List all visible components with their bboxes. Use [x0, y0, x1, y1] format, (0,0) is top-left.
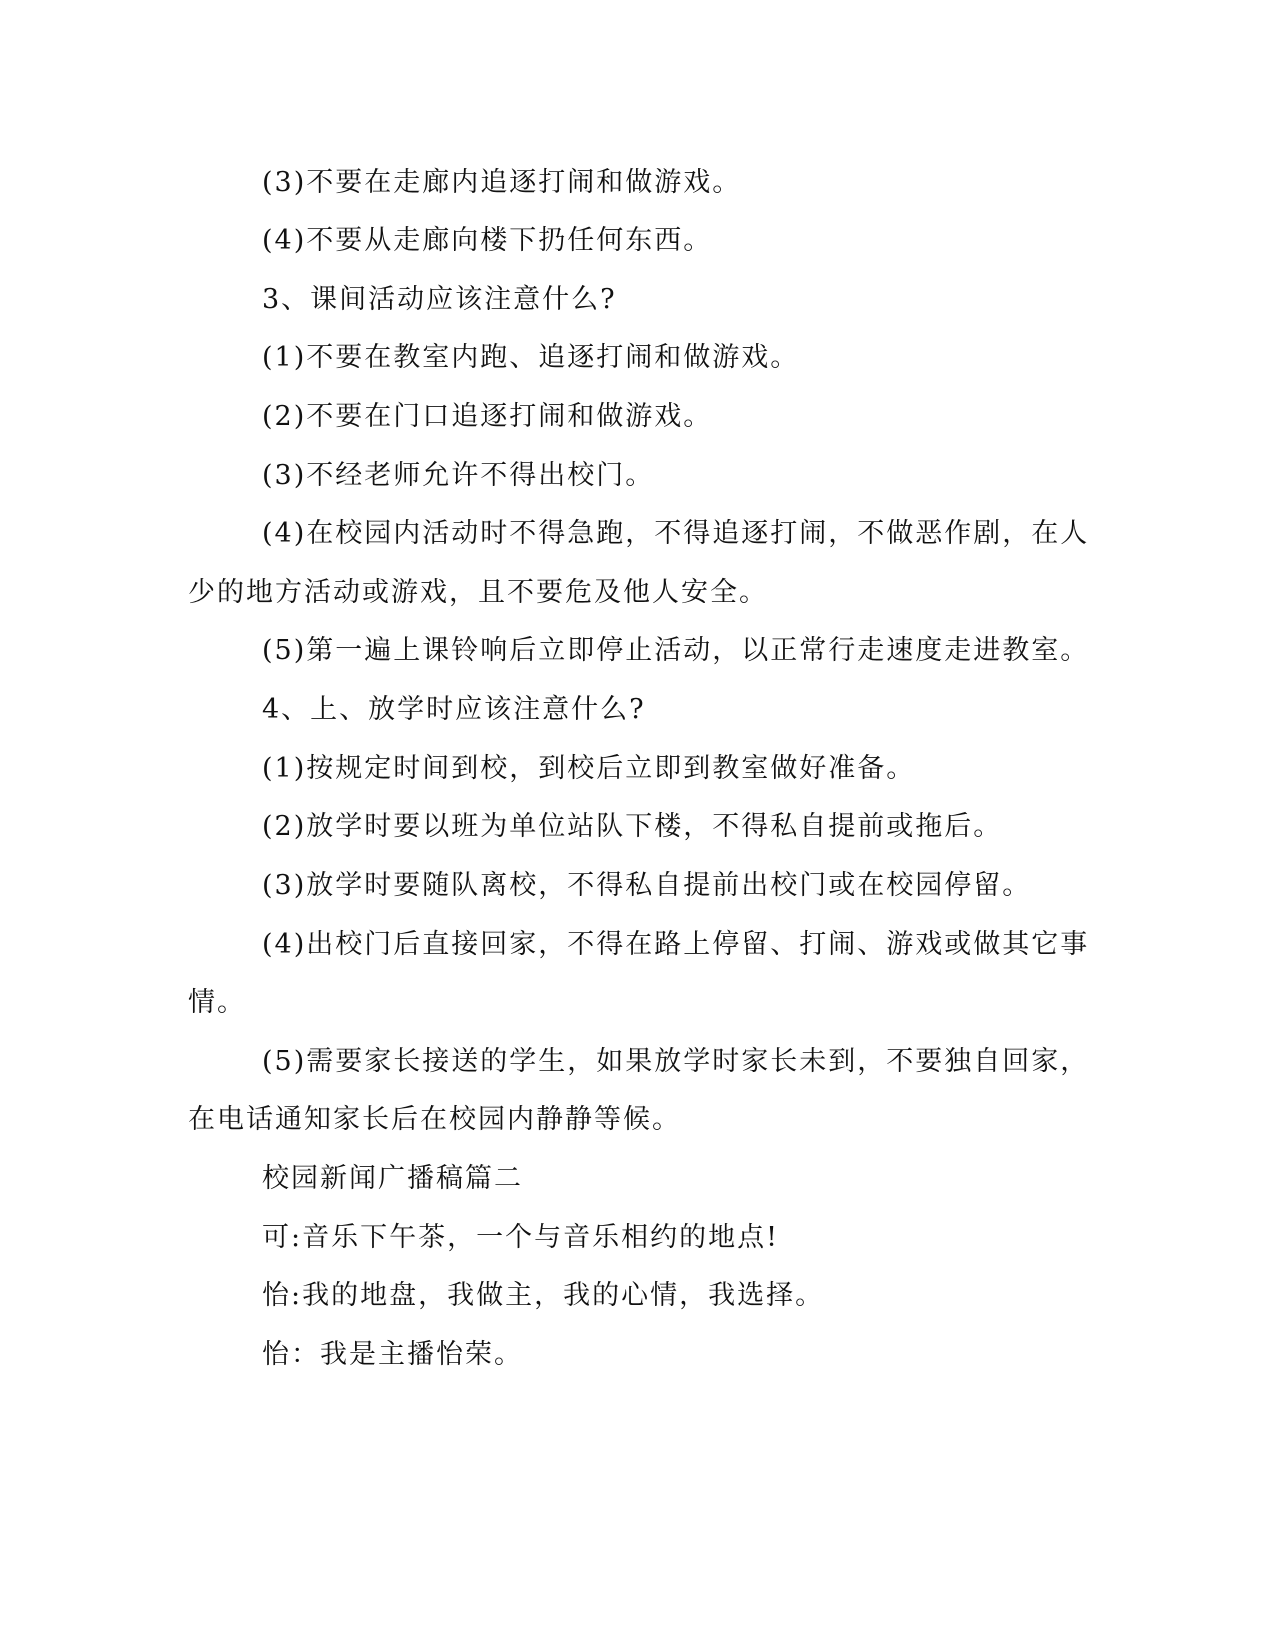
text-line: (3)放学时要随队离校，不得私自提前出校门或在校园停留。 [262, 870, 1032, 901]
text-line: (2)不要在门口追逐打闹和做游戏。 [262, 401, 713, 432]
text-line-continuation: 在电话通知家长后在校园内静静等候。 [188, 1104, 681, 1135]
text-line: (4)不要从走廊向楼下扔任何东西。 [262, 225, 713, 256]
text-line: 怡：我是主播怡荣。 [262, 1339, 523, 1370]
text-line: 可:音乐下午茶，一个与音乐相约的地点! [262, 1222, 779, 1253]
text-line-continuation: 情。 [188, 987, 246, 1018]
text-line: (3)不要在走廊内追逐打闹和做游戏。 [262, 167, 742, 198]
text-line: (1)不要在教室内跑、追逐打闹和做游戏。 [262, 342, 800, 373]
section-title: 校园新闻广播稿篇二 [262, 1163, 523, 1194]
text-line: (4)出校门后直接回家，不得在路上停留、打闹、游戏或做其它事 [262, 929, 1090, 960]
text-line: (2)放学时要以班为单位站队下楼，不得私自提前或拖后。 [262, 811, 1003, 842]
text-line: (1)按规定时间到校，到校后立即到教室做好准备。 [262, 753, 916, 784]
text-line: (5)第一遍上课铃响后立即停止活动，以正常行走速度走进教室。 [262, 635, 1090, 666]
section-heading: 4、上、放学时应该注意什么? [262, 694, 646, 725]
text-line: (3)不经老师允许不得出校门。 [262, 460, 655, 491]
text-line: (5)需要家长接送的学生，如果放学时家长未到，不要独自回家， [262, 1046, 1090, 1077]
text-line: (4)在校园内活动时不得急跑，不得追逐打闹，不做恶作剧，在人 [262, 518, 1090, 549]
text-line-continuation: 少的地方活动或游戏，且不要危及他人安全。 [188, 577, 768, 608]
section-heading: 3、课间活动应该注意什么? [262, 284, 617, 315]
text-line: 怡:我的地盘，我做主，我的心情，我选择。 [262, 1280, 825, 1311]
